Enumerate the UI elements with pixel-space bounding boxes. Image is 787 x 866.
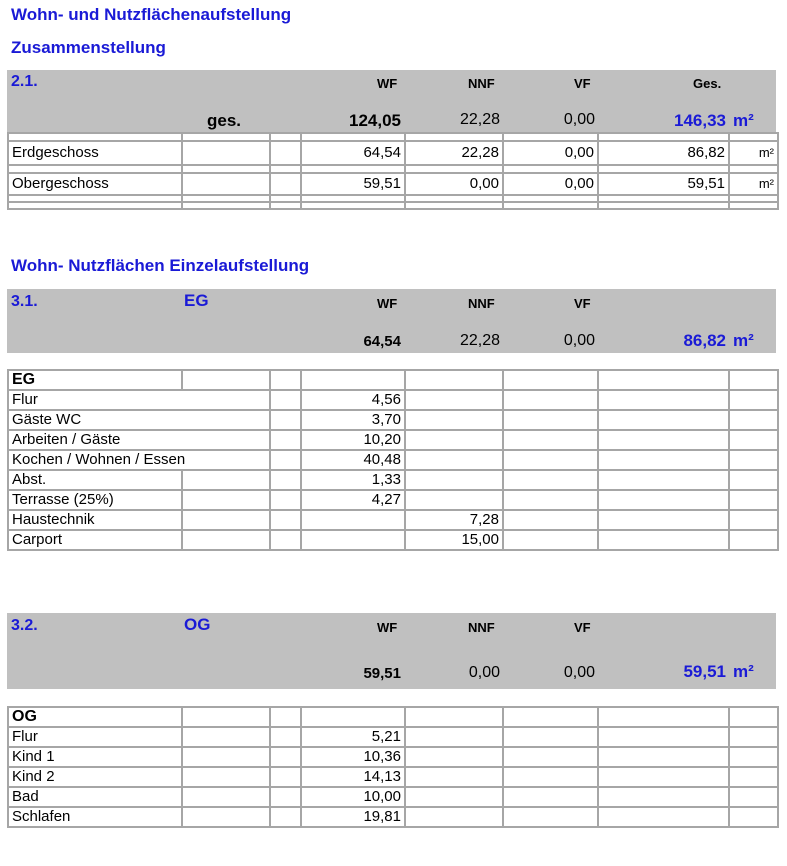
- table-row: [8, 530, 778, 550]
- row-wf: 5,21: [301, 727, 405, 747]
- table-row: [8, 450, 778, 470]
- row-name: Abst.: [8, 470, 182, 490]
- section-og-table-label: OG: [8, 707, 182, 727]
- row-nnf: [405, 470, 503, 490]
- table-row: [8, 490, 778, 510]
- table-spacer-row: [8, 165, 778, 173]
- row-name: Kind 2: [8, 767, 182, 787]
- row-name: Terrasse (25%): [8, 490, 182, 510]
- section-og-total-ges: 59,51: [683, 662, 726, 681]
- section-eg-header-vf: VF: [574, 296, 591, 311]
- row-wf: [301, 530, 405, 550]
- table-row: [8, 141, 778, 165]
- table-spacer-row: [8, 202, 778, 209]
- row-wf: 40,48: [301, 450, 405, 470]
- summary-row-nnf: 22,28: [405, 141, 503, 165]
- row-nnf: [405, 390, 503, 410]
- section-eg-total-nnf: 22,28: [459, 332, 500, 349]
- section-og-table: [7, 706, 779, 828]
- table-spacer-row: [8, 195, 778, 202]
- row-nnf: [405, 747, 503, 767]
- row-name: Arbeiten / Gäste: [8, 430, 270, 450]
- row-name: Carport: [8, 530, 182, 550]
- section-og-header-wf: WF: [377, 620, 398, 635]
- row-wf: 10,00: [301, 787, 405, 807]
- table-row: [8, 430, 778, 450]
- section-eg-total-vf: 0,00: [563, 332, 595, 349]
- table-row: [8, 787, 778, 807]
- row-name: Kind 1: [8, 747, 182, 767]
- row-nnf: [405, 767, 503, 787]
- summary-header-ges: Ges.: [693, 76, 722, 91]
- row-name: Haustechnik: [8, 510, 182, 530]
- row-name: Bad: [8, 787, 182, 807]
- row-wf: 14,13: [301, 767, 405, 787]
- row-nnf: [405, 727, 503, 747]
- section-eg-total-wf: 64,54: [363, 333, 401, 350]
- summary-header-nnf: NNF: [468, 76, 495, 91]
- summary-header-wf: WF: [377, 76, 398, 91]
- section-og-header-vf: VF: [574, 620, 591, 635]
- row-nnf: 15,00: [405, 530, 503, 550]
- row-nnf: [405, 787, 503, 807]
- section-eg-header-wf: WF: [377, 296, 398, 311]
- summary-row-nnf: 0,00: [405, 173, 503, 195]
- section-og-total-wf: 59,51: [363, 665, 401, 682]
- summary-row-ges: 59,51: [598, 173, 729, 195]
- section-og-total-vf: 0,00: [563, 664, 595, 681]
- row-nnf: [405, 490, 503, 510]
- section-eg-number: 3.1.: [11, 293, 38, 310]
- summary-total-nnf: 22,28: [459, 111, 500, 128]
- row-nnf: [405, 410, 503, 430]
- summary-row-vf: 0,00: [503, 173, 598, 195]
- table-row: [8, 370, 778, 390]
- table-row: [8, 727, 778, 747]
- table-row: [8, 510, 778, 530]
- summary-table: [7, 132, 779, 210]
- row-nnf: 7,28: [405, 510, 503, 530]
- summary-total-label: ges.: [207, 111, 242, 130]
- summary-row-name: Erdgeschoss: [8, 141, 182, 165]
- section-og-name: OG: [184, 615, 211, 634]
- detail-title: Wohn- Nutzflächen Einzelaufstellung: [11, 256, 310, 275]
- summary-row-name: Obergeschoss: [8, 173, 182, 195]
- row-wf: 1,33: [301, 470, 405, 490]
- summary-row-wf: 59,51: [301, 173, 405, 195]
- summary-row-wf: 64,54: [301, 141, 405, 165]
- section-eg-total-ges: 86,82: [683, 331, 726, 350]
- row-wf: 10,36: [301, 747, 405, 767]
- summary-row-unit: m²: [729, 173, 778, 195]
- table-row: [8, 173, 778, 195]
- summary-row-vf: 0,00: [503, 141, 598, 165]
- table-row: [8, 807, 778, 827]
- section-og-number: 3.2.: [11, 617, 38, 634]
- row-wf: 10,20: [301, 430, 405, 450]
- row-name: Gäste WC: [8, 410, 270, 430]
- row-name: Schlafen: [8, 807, 182, 827]
- table-spacer-row: [8, 133, 778, 141]
- section-eg-table: [7, 369, 779, 551]
- section-og-total-unit: m²: [733, 662, 754, 681]
- section-og-total-nnf: 0,00: [468, 664, 500, 681]
- table-row: [8, 747, 778, 767]
- table-row: [8, 410, 778, 430]
- row-name: Flur: [8, 727, 182, 747]
- summary-row-unit: m²: [729, 141, 778, 165]
- section-eg-table-label: EG: [8, 370, 182, 390]
- summary-title: Zusammenstellung: [11, 38, 166, 57]
- row-wf: 19,81: [301, 807, 405, 827]
- section-eg-name: EG: [184, 291, 209, 310]
- summary-header-vf: VF: [574, 76, 591, 91]
- document-title: Wohn- und Nutzflächenaufstellung: [11, 5, 292, 24]
- summary-total-unit: m²: [733, 111, 754, 130]
- summary-total-ges: 146,33: [674, 111, 726, 130]
- table-row: [8, 707, 778, 727]
- table-row: [8, 767, 778, 787]
- row-wf: 4,56: [301, 390, 405, 410]
- table-row: [8, 390, 778, 410]
- row-wf: [301, 510, 405, 530]
- section-og-header-nnf: NNF: [468, 620, 495, 635]
- row-name: Flur: [8, 390, 270, 410]
- row-wf: 4,27: [301, 490, 405, 510]
- summary-header-bar: [7, 70, 776, 132]
- row-nnf: [405, 430, 503, 450]
- summary-number: 2.1.: [11, 73, 38, 90]
- row-nnf: [405, 450, 503, 470]
- row-wf: 3,70: [301, 410, 405, 430]
- summary-total-wf: 124,05: [349, 111, 401, 130]
- summary-total-vf: 0,00: [563, 111, 595, 128]
- row-nnf: [405, 807, 503, 827]
- section-og-header-bar: [7, 613, 776, 689]
- section-eg-header-nnf: NNF: [468, 296, 495, 311]
- section-eg-total-unit: m²: [733, 331, 754, 350]
- section-eg-header-bar: [7, 289, 776, 353]
- row-name: Kochen / Wohnen / Essen: [8, 450, 270, 470]
- summary-row-ges: 86,82: [598, 141, 729, 165]
- table-row: [8, 470, 778, 490]
